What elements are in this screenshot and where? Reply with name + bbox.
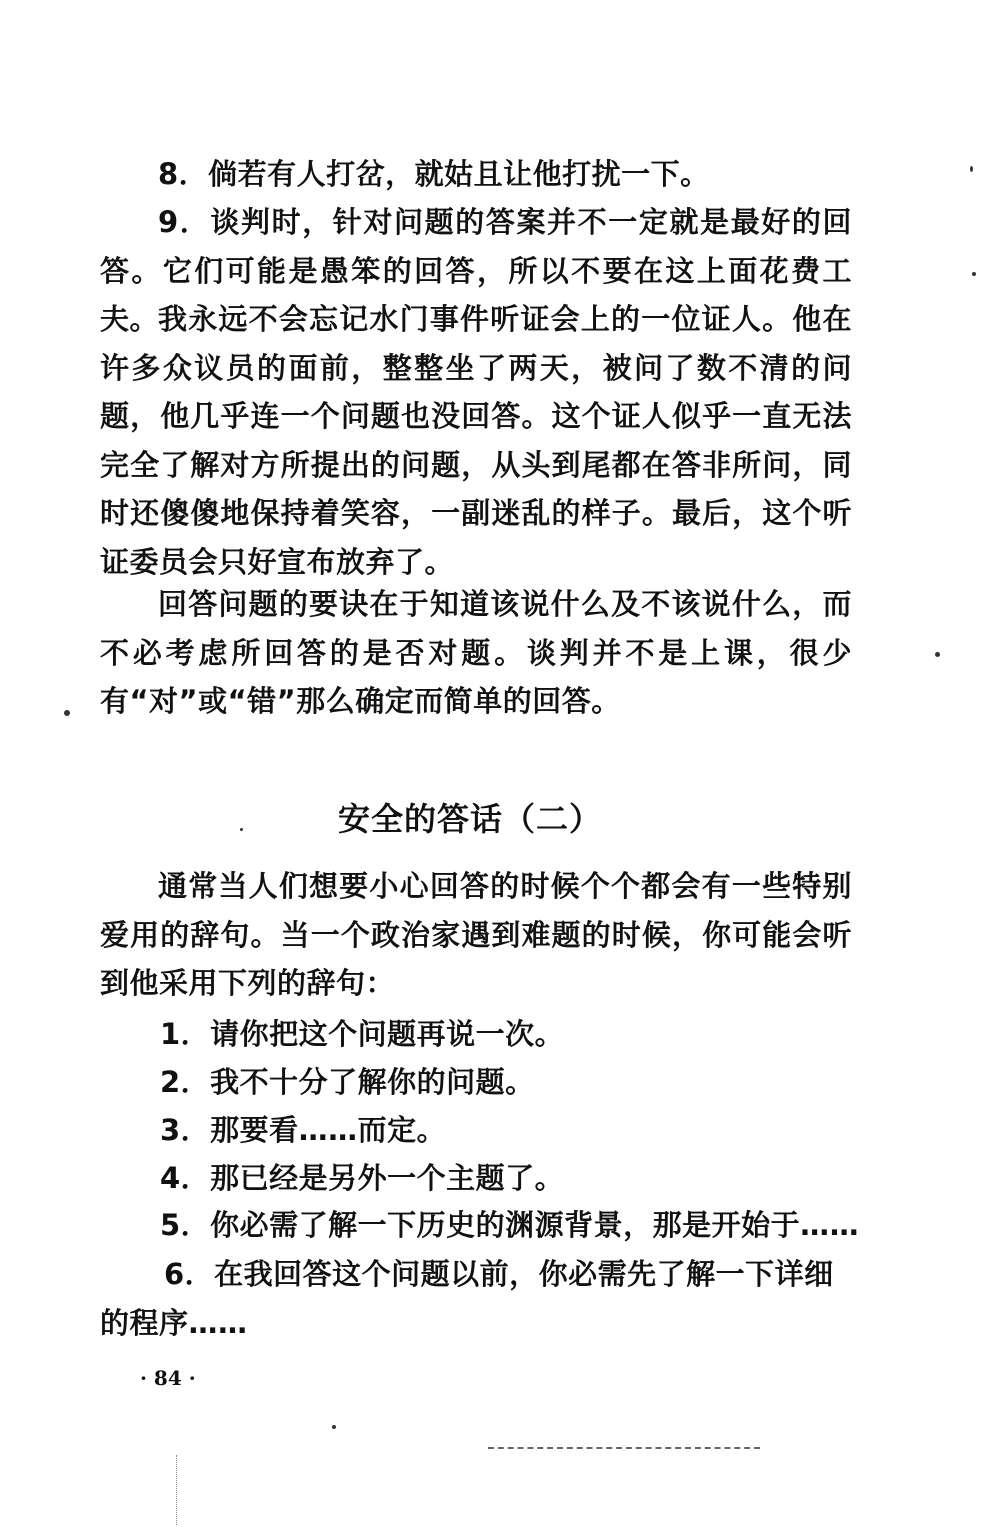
section-heading: 安全的答话（二） bbox=[337, 800, 602, 838]
list-item: 4．那已经是另外一个主题了。 bbox=[160, 1161, 565, 1195]
page-number: · 84 · bbox=[140, 1366, 196, 1390]
list-item: 2．我不十分了解你的问题。 bbox=[160, 1065, 535, 1099]
list-item: 1．请你把这个问题再说一次。 bbox=[160, 1017, 565, 1051]
paragraph-item-8: 8．倘若有人打岔，就姑且让他打扰一下。 bbox=[158, 157, 710, 191]
scan-speck bbox=[332, 1425, 336, 1429]
scan-speck bbox=[64, 710, 70, 716]
paragraph-item-9: 9．谈判时，针对问题的答案并不一定就是最好的回答。它们可能是愚笨的回答，所以不要在这上面花费工夫。 bbox=[100, 205, 852, 336]
paragraph-answer-key: 回答问题的要诀在于知道该说什么及不该说什么，而不必考虑所回答的是否对题。谈判并不是上课，很少有“对”或“错”那么确定而简单的回答。 bbox=[100, 587, 852, 718]
paragraph-watergate-witness: 我永远不会忘记水门事件听证会上的一位证人。他在许多众议员的面前，整整坐了两天，被问了数不清的问题，他几乎连一个问题也没回答。这个证人似乎一直无法完全了解对方所提出的问题，从头到尾都在答非所问，同时还傻傻地保持着笑容，一副迷乱的样子。最后，这个听证委员会只好宣布放弃了。 bbox=[100, 302, 852, 579]
scan-speck bbox=[970, 166, 973, 172]
list-item: 3．那要看……而定。 bbox=[160, 1113, 447, 1147]
list-item: 6．在我回答这个问题以前，你必需先了解一下详细的程序…… bbox=[100, 1257, 834, 1340]
scan-speck bbox=[240, 828, 243, 831]
scan-dash-line bbox=[488, 1447, 760, 1449]
section-intro: 通常当人们想要小心回答的时候个个都会有一些特别爱用的辞句。当一个政治家遇到难题的时候，你可能会听到他采用下列的辞句： bbox=[100, 869, 852, 1000]
list-item: 5．你必需了解一下历史的渊源背景，那是开始于…… bbox=[160, 1208, 860, 1242]
scan-speck bbox=[972, 272, 976, 276]
scan-speck bbox=[935, 652, 940, 657]
scan-edge-line bbox=[176, 1455, 178, 1525]
